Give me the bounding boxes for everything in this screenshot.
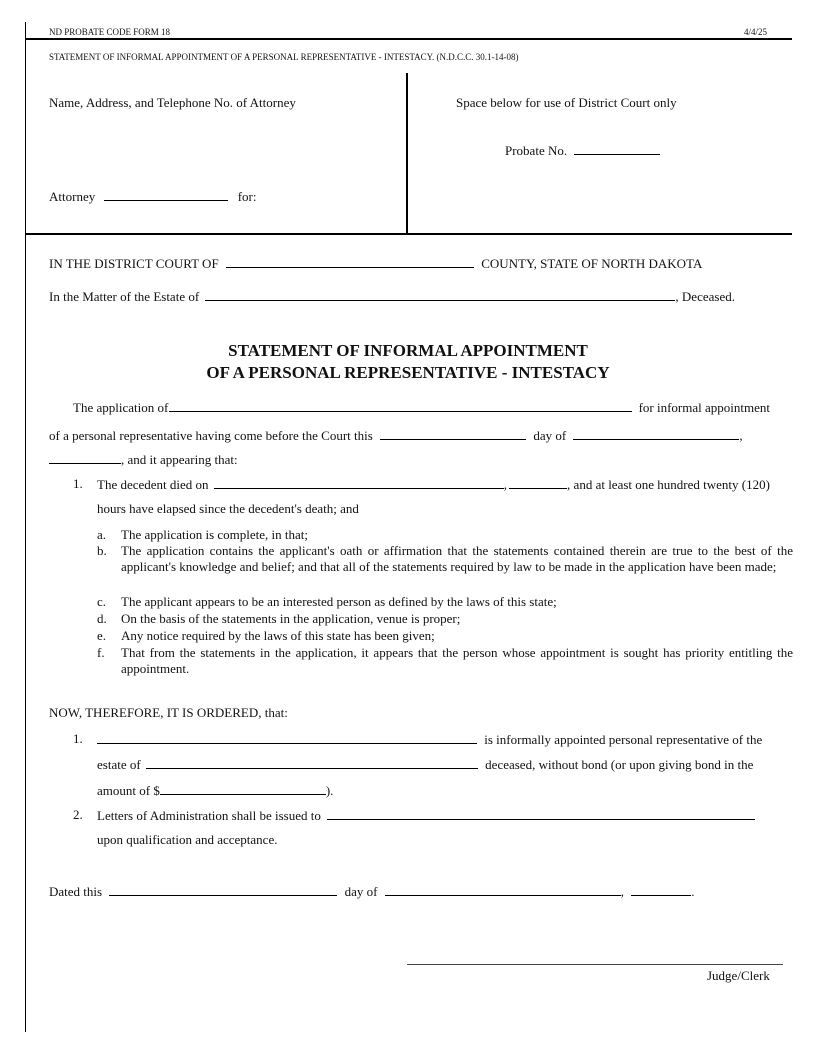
attorney-name-field[interactable] bbox=[104, 188, 228, 201]
estate-of-label: estate of bbox=[97, 757, 141, 772]
box-divider bbox=[406, 73, 408, 233]
day-of-label: day of bbox=[533, 428, 567, 443]
dated-prefix: Dated this bbox=[49, 884, 103, 899]
letters-recipient-field[interactable] bbox=[327, 807, 755, 820]
death-year-field[interactable] bbox=[509, 476, 567, 489]
dated-month-field[interactable] bbox=[385, 883, 621, 896]
order-2-number: 2. bbox=[73, 807, 83, 822]
order-1-line2-suffix: deceased, without bond (or upon giving bond in the bbox=[485, 757, 754, 772]
title-line-1: STATEMENT OF INFORMAL APPOINTMENT bbox=[228, 341, 588, 360]
order-heading: NOW, THEREFORE, IT IS ORDERED, that: bbox=[49, 705, 288, 720]
probate-line bbox=[505, 142, 660, 159]
dated-day-field[interactable] bbox=[109, 883, 337, 896]
left-margin-rule bbox=[25, 22, 26, 1032]
estate-suffix: , Deceased. bbox=[675, 289, 735, 304]
signature-label: Judge/Clerk bbox=[707, 968, 770, 983]
finding-a-letter: a. bbox=[97, 527, 107, 542]
court-suffix: COUNTY, STATE OF NORTH DAKOTA bbox=[481, 256, 703, 271]
item-1-line-2: hours have elapsed since the decedent's death; and bbox=[97, 501, 359, 516]
dated-year-field[interactable] bbox=[631, 883, 691, 896]
attorney-label: Attorney bbox=[49, 189, 96, 204]
order-estate-field[interactable] bbox=[146, 756, 478, 769]
finding-f-text: That from the statements in the application, it appears that the person whose appointment is sought has priority entitling the appointment. bbox=[121, 645, 793, 676]
finding-b-letter: b. bbox=[97, 543, 107, 558]
finding-f-letter: f. bbox=[97, 645, 105, 660]
order-2-line-2: upon qualification and acceptance. bbox=[97, 832, 278, 847]
order-2-prefix: Letters of Administration shall be issued to bbox=[97, 808, 321, 823]
order-1-line-1 bbox=[97, 731, 762, 748]
hearing-month-field[interactable] bbox=[573, 427, 739, 440]
order-1-suffix: is informally appointed personal representative of the bbox=[484, 732, 763, 747]
court-caption bbox=[49, 255, 702, 272]
amount-close: ). bbox=[325, 783, 334, 798]
order-2-line-1 bbox=[97, 807, 755, 824]
order-1-number: 1. bbox=[73, 731, 83, 746]
form-subtitle: STATEMENT OF INFORMAL APPOINTMENT OF A PERSONAL REPRESENTATIVE - INTESTACY. (N.D.C.C. 30.1-14-08) bbox=[49, 52, 519, 62]
item-1-suffix: , and at least one hundred twenty (120) bbox=[567, 477, 770, 492]
hearing-day-field[interactable] bbox=[380, 427, 526, 440]
item-1-number: 1. bbox=[73, 476, 83, 491]
estate-caption bbox=[49, 288, 735, 305]
application-line-3 bbox=[49, 451, 238, 468]
header-rule bbox=[26, 38, 792, 40]
attorney-box-label: Name, Address, and Telephone No. of Attorney bbox=[49, 95, 296, 110]
hearing-year-field[interactable] bbox=[49, 451, 121, 464]
estate-prefix: In the Matter of the Estate of bbox=[49, 289, 200, 304]
item-1-comma: , bbox=[503, 477, 508, 492]
line2-comma: , bbox=[739, 428, 743, 443]
application-line3-suffix: , and it appearing that: bbox=[121, 452, 238, 467]
application-suffix: for informal appointment bbox=[638, 400, 770, 415]
dated-day-of: day of bbox=[344, 884, 378, 899]
finding-d-letter: d. bbox=[97, 611, 107, 626]
item-1-prefix: The decedent died on bbox=[97, 477, 209, 492]
finding-e-text: Any notice required by the laws of this state has been given; bbox=[121, 628, 435, 643]
finding-c-letter: c. bbox=[97, 594, 107, 609]
court-prefix: IN THE DISTRICT COURT OF bbox=[49, 256, 219, 271]
county-field[interactable] bbox=[226, 255, 474, 268]
signature-line[interactable] bbox=[407, 964, 783, 965]
bond-amount-field[interactable] bbox=[160, 782, 326, 795]
application-line-2 bbox=[49, 427, 743, 444]
finding-c-text: The applicant appears to be an interested person as defined by the laws of this state; bbox=[121, 594, 557, 609]
for-label: for: bbox=[237, 189, 257, 204]
court-box-label: Space below for use of District Court only bbox=[456, 95, 677, 110]
attorney-line bbox=[49, 188, 257, 205]
form-date: 4/4/25 bbox=[744, 27, 768, 37]
probate-number-field[interactable] bbox=[574, 142, 660, 155]
box-bottom-rule bbox=[26, 233, 792, 235]
dated-comma: , bbox=[620, 884, 624, 899]
representative-name-field[interactable] bbox=[97, 731, 477, 744]
dated-end: . bbox=[691, 884, 695, 899]
finding-b-text: The application contains the applicant's oath or affirmation that the statements contained therein are true to the best of the applicant's knowledge and belief; and that all of the statements required by law to be made in the application have been made; bbox=[121, 543, 793, 574]
order-1-line-2 bbox=[97, 756, 753, 773]
item-1-line bbox=[97, 476, 770, 493]
finding-a-text: The application is complete, in that; bbox=[121, 527, 309, 542]
dated-line bbox=[49, 883, 694, 900]
application-line2-prefix: of a personal representative having come before the Court this bbox=[49, 428, 373, 443]
form-id: ND PROBATE CODE FORM 18 bbox=[49, 27, 171, 37]
order-1-line-3 bbox=[97, 782, 333, 799]
application-line-1 bbox=[73, 399, 770, 416]
title-line-2: OF A PERSONAL REPRESENTATIVE - INTESTACY bbox=[206, 363, 610, 382]
applicant-name-field[interactable] bbox=[169, 399, 632, 412]
death-date-field[interactable] bbox=[214, 476, 504, 489]
probate-label: Probate No. bbox=[505, 143, 568, 158]
finding-e-letter: e. bbox=[97, 628, 107, 643]
amount-label: amount of $ bbox=[97, 783, 160, 798]
finding-d-text: On the basis of the statements in the application, venue is proper; bbox=[121, 611, 461, 626]
estate-name-field[interactable] bbox=[205, 288, 675, 301]
application-prefix: The application of bbox=[73, 400, 169, 415]
